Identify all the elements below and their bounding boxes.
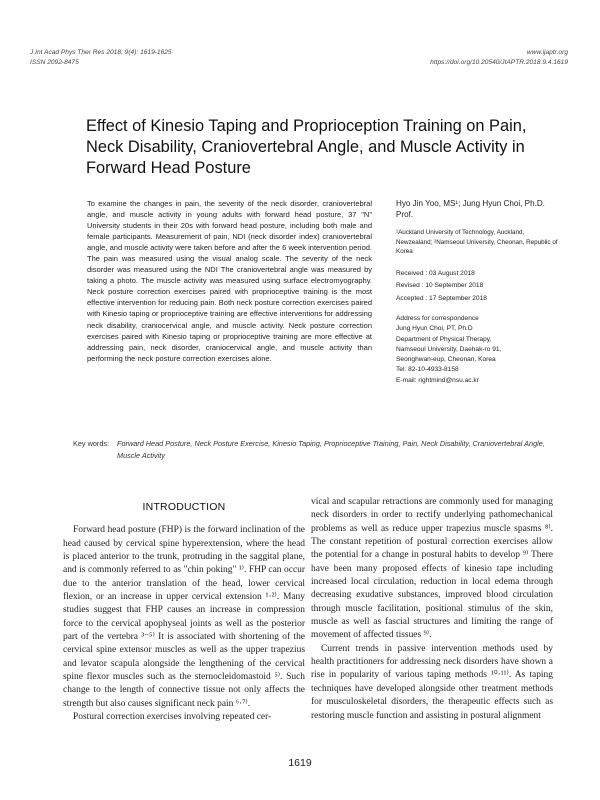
page-number: 1619 xyxy=(288,757,312,769)
body-column-right xyxy=(311,496,553,723)
correspondence-name: Jung Hyun Choi, PT, Ph.D xyxy=(396,325,473,333)
authors: Hyo Jin Yoo, MS¹; Jung Hyun Choi, Ph.D. Prof. xyxy=(396,199,545,219)
intro-paragraph-4: Current trends in passive intervention methods used by health practitioners for addressing neck disorders have shown a rise in popularity of various taping methods ¹⁰·¹¹⁾. As taping techniques have developed alongside other treatment methods for musculoskeletal disorders, the therapeutic effects such as restoring muscle function and assisting in postural alignment xyxy=(311,643,553,721)
section-heading-introduction: INTRODUCTION xyxy=(142,501,226,513)
body-column-left xyxy=(63,496,305,725)
journal-citation: J Int Acad Phys Ther Res 2018; 9(4): 1619-1625 xyxy=(30,49,172,56)
author-info xyxy=(396,198,558,386)
revised-date: Revised : 10 September 2018 xyxy=(396,282,484,290)
correspondence-tel: Tel: 82-10-4933-8158 xyxy=(396,366,459,374)
keywords-text: Forward Head Posture, Neck Posture Exercise, Kinesio Taping, Proprioceptive Training, Pain, Neck Disability, Craniovertebral Angle, Muscle Activity xyxy=(117,439,545,460)
website-link[interactable]: www.ijaptr.org xyxy=(526,49,568,56)
correspondence-address: Seonghwan-eup, Cheonan, Korea xyxy=(396,356,496,364)
correspondence-heading: Address for correspondence xyxy=(396,315,479,322)
intro-paragraph-2: Postural correction exercises involving repeated cer- xyxy=(73,712,272,723)
journal-links xyxy=(430,48,568,68)
intro-paragraph-1: Forward head posture (FHP) is the forward inclination of the head caused by cervical spine hyperextension, where the head is placed anterior to the trunk, protruding in the saggital plane, and is commonly referred to as "chin poking" ¹⁾. FHP can occur due to the anterior translation of the head, lower cervical flexion, or an increase in upper cervical extension ¹·²⁾. Many studies suggest that FHP causes an increase in compression force to the cervical apophyseal joints as well as the posterior part of the vertebra ³⁻⁵⁾ It is associated with shortening of the cervical spine extensor muscles as well as the upper trapezius and levator scapula alongside the lengthening of the cervical spine flexor muscles such as the sternocleidomastoid ⁵⁾. Such change to the length of connective tissue not only affects the strength but also causes significant neck pain ⁶·⁷⁾. xyxy=(63,525,305,709)
intro-paragraph-3: vical and scapular retractions are commonly used for managing neck disorders in order to rectify underlying pathomechanical problems as well as reduce upper trapezius muscle spasms ⁸⁾. The constant repetition of postural correction exercises allow the potential for a change in postural habits to develop ⁹⁾ There have been many proposed effects of kinesio tape including increased local circulation, reduction in local edema through decreasing exudative substances, improved blood circulation through muscle facilitation, positional stimulus of the skin, muscle as well as fascial structures and limiting the range of movement of affected tissues ⁹⁾. xyxy=(311,497,553,641)
abstract: To examine the changes in pain, the severity of the neck disorder, craniovertebral angle, and muscle activity in young adults with forward head posture, 37 "N" University students in their 20s with forward head posture, including both male and female participants. Measurement of pain, NDI (neck disorder index) craniovertebral angle, and muscle activity were taken before and after the 6 week intervention period. The pain was measured using the visual analog scale. The severity of the neck disorder was measured using the NDI The craniovertebral angle was measured by taking a photo. The muscle activity was measured using surface electromyography. Neck posture correction exercises paired with proprioceptive training is the most effective intervention for reducing pain. Both neck posture correction exercises paired with Kinesio taping or proprioceptive training are effective interventions for addressing neck disability, craniocervical angle, and muscle activity. Neck posture correction exercises paired with Kinesio taping or proprioceptive training are more effective at addressing pain, neck disorder, craniocervical angle, and muscle activity than performing the neck posture correction exercises alone. xyxy=(87,199,372,363)
received-date: Received : 03 August 2018 xyxy=(396,270,475,278)
correspondence-university: Namseoul University, Daehak-ro 91, xyxy=(396,345,502,353)
doi-link[interactable]: https://doi.org/10.20540/JIAPTR.2018.9.4.1619 xyxy=(430,59,568,66)
article-title: Effect of Kinesio Taping and Proprioception Training on Pain, Neck Disability, Craniovertebral Angle, and Muscle Activity in Forward Head Posture xyxy=(86,117,527,177)
issn: ISSN 2092-8475 xyxy=(30,59,79,66)
keywords-label: Key words: xyxy=(73,439,110,448)
affiliations: ¹Auckland University of Technology, Auckland, Newzealand; ²Namseoul University, Cheonan, Republic of Korea xyxy=(396,229,558,256)
article-dates xyxy=(396,268,558,305)
correspondence xyxy=(396,314,558,386)
accepted-date: Accepted : 17 September 2018 xyxy=(396,294,487,302)
journal-header xyxy=(30,48,172,68)
correspondence-department: Department of Physical Therapy, xyxy=(396,335,492,343)
correspondence-email[interactable]: E-mail: rightmind@nsu.ac.kr xyxy=(396,376,479,384)
